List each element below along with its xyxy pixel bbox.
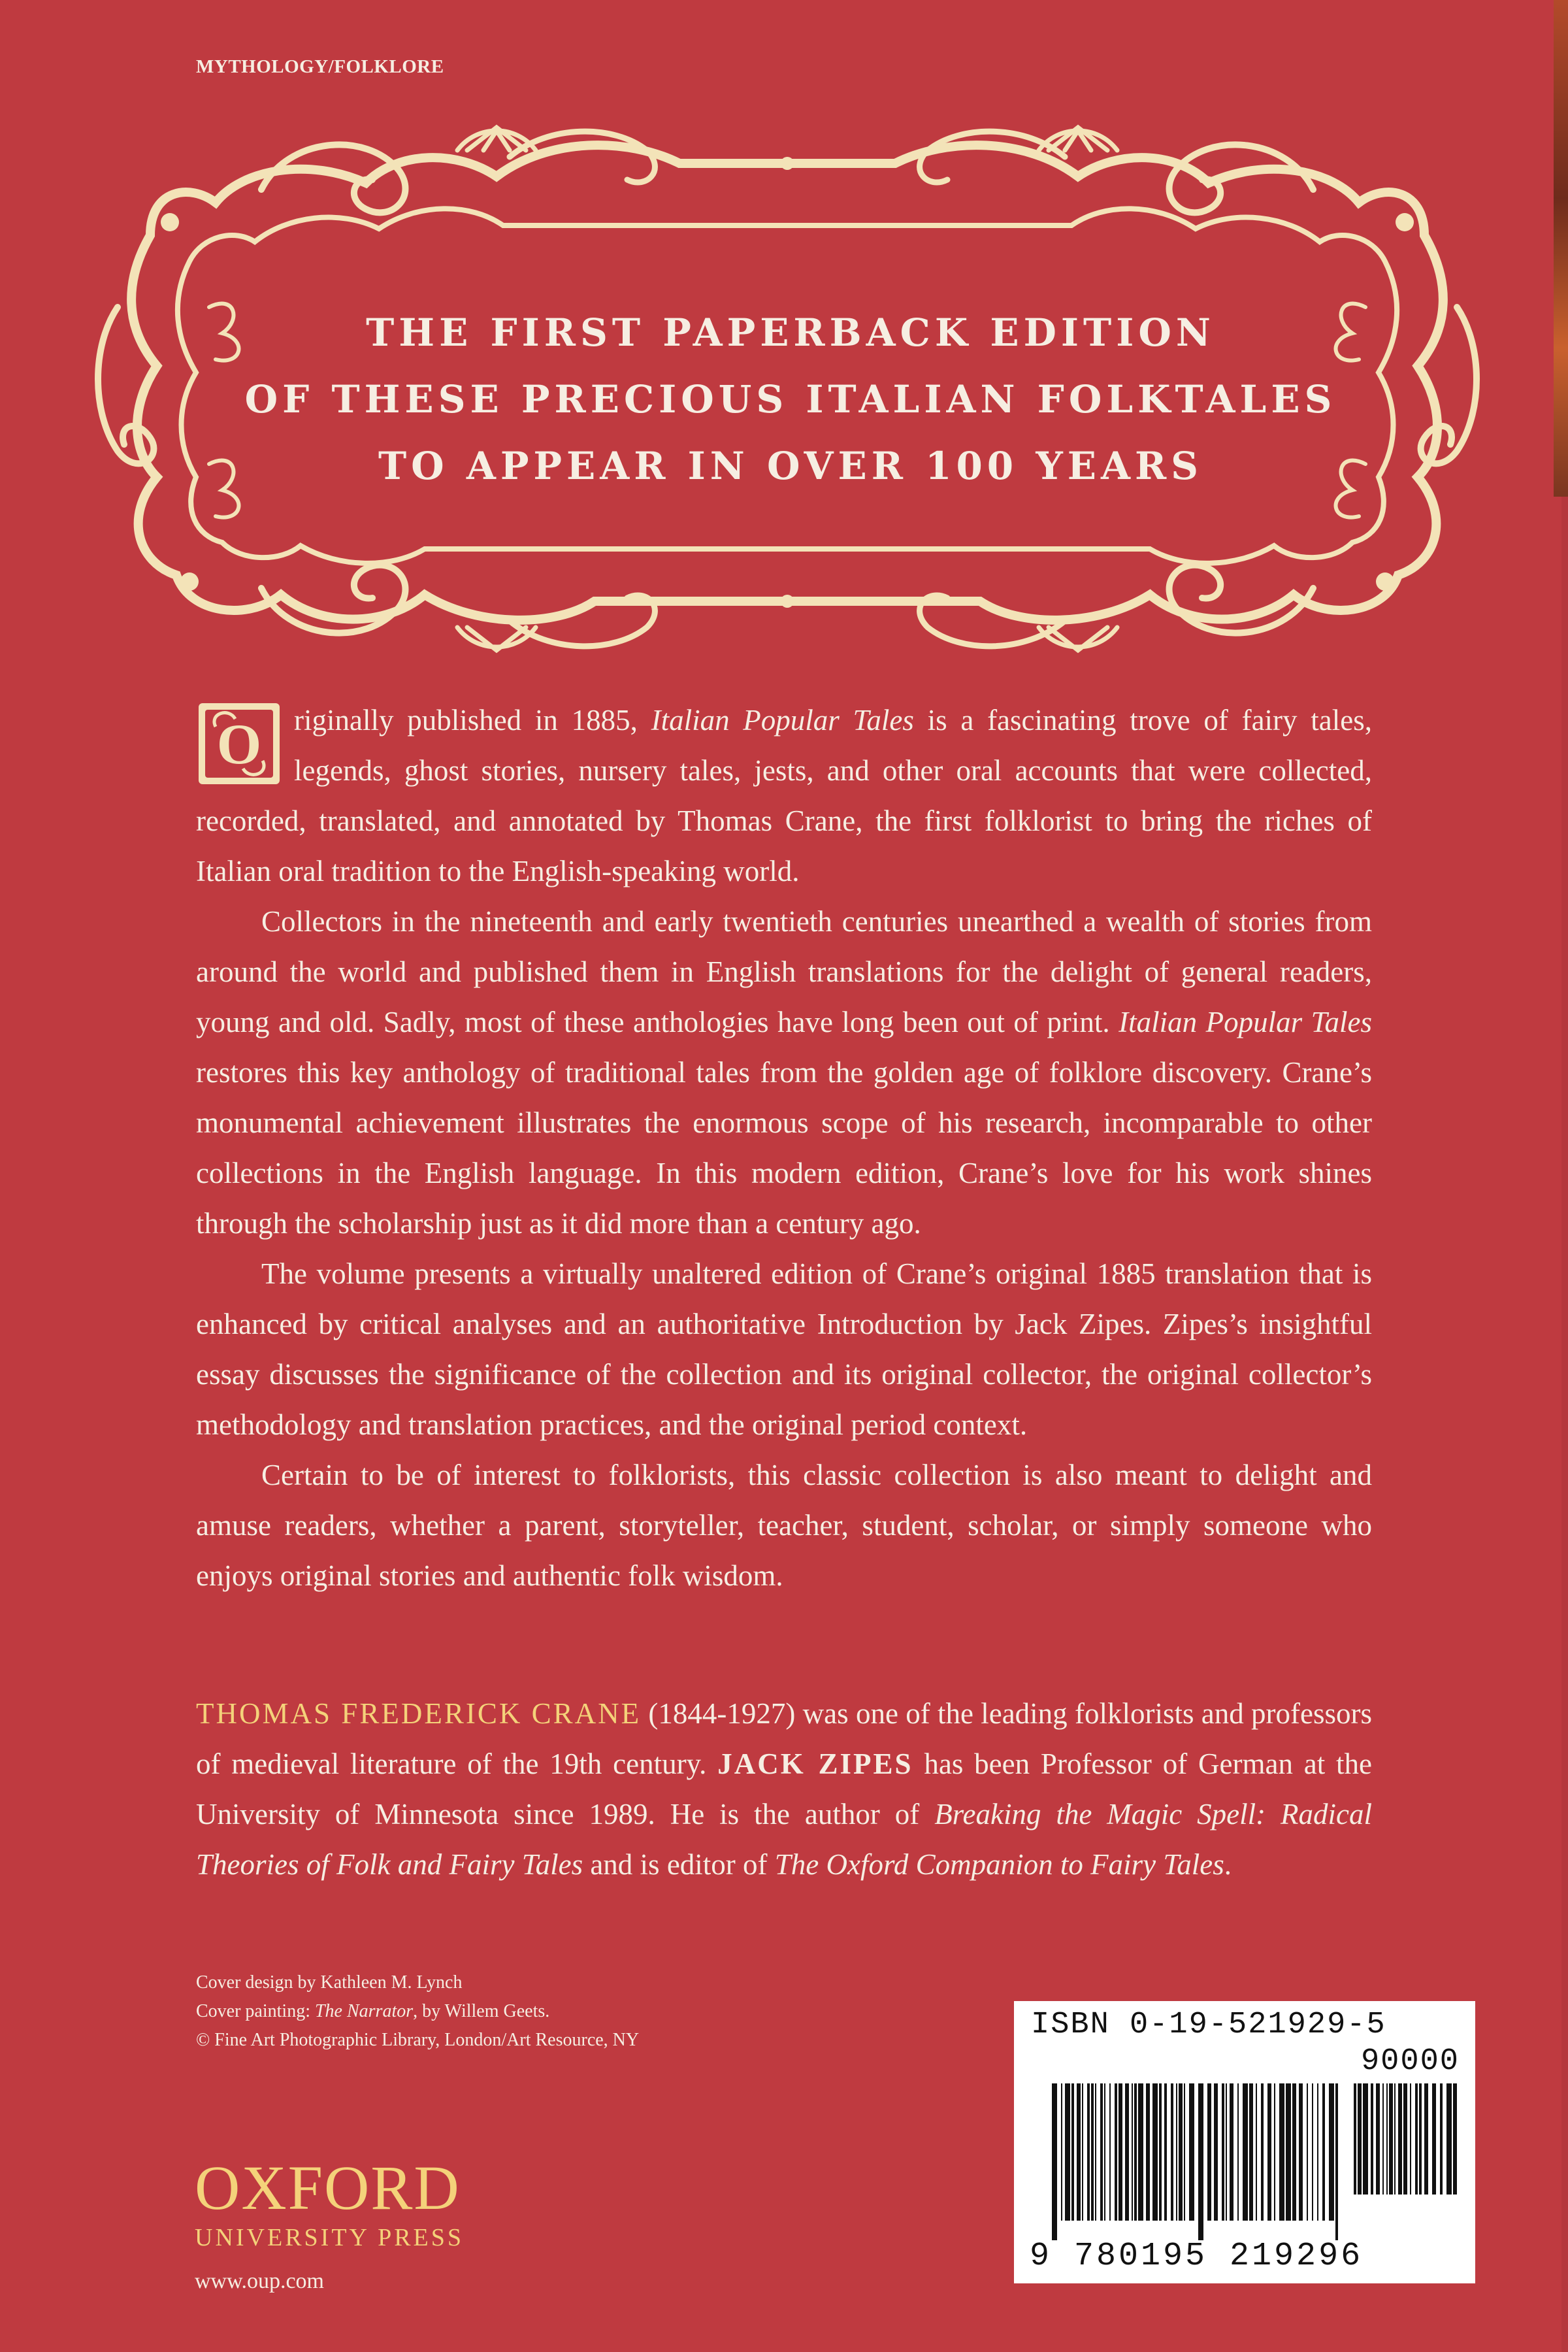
barcode-bar (1184, 2083, 1185, 2221)
barcode-bar (1376, 2083, 1380, 2195)
publisher-name: OXFORD (195, 2153, 461, 2223)
paragraph-2 (196, 897, 1372, 1249)
barcode-bar (1091, 2083, 1094, 2221)
barcode-bar (1256, 2083, 1257, 2221)
barcode-bar (1207, 2083, 1211, 2221)
dropcap (196, 701, 282, 787)
barcode-bar (1152, 2083, 1158, 2221)
barcode-bar (1119, 2083, 1122, 2221)
headline-line-2: OF THESE PRECIOUS ITALIAN FOLKTALES (244, 377, 1337, 422)
barcode-bar (1138, 2083, 1143, 2221)
bio-text-4: . (1224, 1848, 1232, 1881)
isbn-number: ISBN 0-19-521929-5 (1031, 2008, 1386, 2042)
cover-design-credit: Cover design by Kathleen M. Lynch (196, 1972, 463, 1993)
headline (222, 299, 1359, 499)
ean-barcode-bars (1052, 2083, 1339, 2240)
ean-number: 9 780195 219296 (1030, 2238, 1364, 2275)
barcode-bar (1398, 2083, 1402, 2195)
dropcap-letter: O (216, 713, 262, 776)
barcode-bar (1261, 2083, 1264, 2221)
barcode-bar (1354, 2083, 1356, 2195)
painting-prefix: Cover painting: (196, 2001, 315, 2021)
barcode-bar (1115, 2083, 1117, 2221)
barcode-bar (1363, 2083, 1368, 2195)
barcode-bar (1335, 2083, 1338, 2240)
barcode-bar (1109, 2083, 1111, 2221)
barcode-bar (1410, 2083, 1411, 2195)
copyright-credit: © Fine Art Photographic Library, London/Art Resource, NY (196, 2030, 640, 2050)
barcode-bar (1440, 2083, 1443, 2195)
barcode-bar (1403, 2083, 1407, 2195)
barcode-bar (1104, 2083, 1105, 2221)
book-title-oxford-companion: The Oxford Companion to Fairy Tales (774, 1848, 1224, 1881)
barcode-bar (1432, 2083, 1436, 2195)
barcode-bar (1274, 2083, 1275, 2221)
barcode-bar (1317, 2083, 1318, 2221)
barcode-bar (1198, 2083, 1203, 2240)
barcode-bar (1415, 2083, 1418, 2195)
publisher-logo (195, 2153, 465, 2252)
barcode-panel (1014, 2001, 1475, 2283)
bio-text-1: (1844-1927) was one of the leading folklorists and professors of medieval literature of the 19th century. (196, 1697, 1372, 1780)
barcode-bar (1214, 2083, 1218, 2221)
barcode-bar (1307, 2083, 1308, 2221)
barcode-bar (1132, 2083, 1133, 2221)
barcode-bar (1095, 2083, 1096, 2221)
paragraph-2-text-b: restores this key anthology of traditional tales from the golden age of folklore discovery. Crane’s monumental achievement illustrates the enormous scope of his research, incomparable to other collections in the English language. In this modern edition, Crane’s love for his work shines through the scholarship just as it did more than a century ago. (196, 1056, 1372, 1240)
barcode-bar (1176, 2083, 1177, 2221)
barcode-bar (1179, 2083, 1183, 2221)
paragraph-2-text-a: Collectors in the nineteenth and early twentieth centuries unearthed a wealth of stories from around the world and published them in English translations for the delight of general readers, young and old. Sadly, most of these anthologies have long been out of print. (196, 905, 1372, 1038)
barcode-bar (1419, 2083, 1422, 2195)
book-title-breaking-the-magic-spell: Breaking the Magic Spell: Radical Theories of Folk and Fairy Tales (196, 1798, 1372, 1881)
publisher-website: www.oup.com (195, 2269, 324, 2293)
barcode-bar (1371, 2083, 1373, 2195)
painting-suffix: , by Willem Geets. (413, 2001, 550, 2021)
barcode-bar (1322, 2083, 1325, 2221)
cover-painting-credit (196, 1997, 639, 2026)
headline-line-3: TO APPEAR IN OVER 100 YEARS (378, 444, 1203, 488)
bio-text-2: has been Professor of German at the University of Minnesota since 1989. He is the author of (196, 1747, 1373, 1830)
barcode-bar (1134, 2083, 1137, 2221)
barcode-bar (1424, 2083, 1428, 2195)
barcode-bar (1082, 2083, 1083, 2221)
price-code: 90000 (1360, 2044, 1460, 2079)
barcode-bar (1279, 2083, 1284, 2221)
barcode-bar (1061, 2083, 1062, 2221)
paragraph-1 (196, 695, 1372, 897)
price-barcode-bars (1354, 2083, 1458, 2214)
barcode-bar (1222, 2083, 1224, 2221)
headline-line-1: THE FIRST PAPERBACK EDITION (366, 310, 1215, 355)
barcode-bar (1146, 2083, 1150, 2221)
author-name-crane: THOMAS FREDERICK CRANE (196, 1697, 642, 1730)
barcode-bar (1267, 2083, 1271, 2221)
book-title-italic: Italian Popular Tales (651, 704, 914, 737)
barcode-bar (1189, 2083, 1194, 2221)
barcode-bar (1100, 2083, 1103, 2221)
description (196, 695, 1372, 1601)
barcode-bar (1171, 2083, 1173, 2221)
barcode-bar (1125, 2083, 1129, 2221)
editor-name-zipes: JACK ZIPES (717, 1747, 913, 1780)
barcode-bar (1237, 2083, 1239, 2221)
barcode-bar (1389, 2083, 1393, 2195)
paragraph-4: Certain to be of interest to folklorists, this classic collection is also meant to delight and amuse readers, whether a parent, storyteller, teacher, student, scholar, or simply someone who enjoys original stories and authentic folk wisdom. (196, 1459, 1372, 1592)
dropcap-graphic (196, 701, 282, 787)
barcode-bar (1159, 2083, 1162, 2221)
barcode-bar (1052, 2083, 1057, 2240)
painting-title: The Narrator (314, 2001, 414, 2021)
publisher-press: UNIVERSITY PRESS (195, 2224, 465, 2251)
cover-credits (196, 1968, 639, 2055)
cover-edge-shadow (1561, 497, 1568, 2352)
author-bio (196, 1689, 1372, 1890)
barcode-bar (1077, 2083, 1081, 2221)
barcode-bar (1230, 2083, 1233, 2221)
barcode-bar (1243, 2083, 1248, 2221)
barcode-bar (1087, 2083, 1090, 2221)
barcode-bar (1299, 2083, 1303, 2221)
bio-text-3: and is editor of (583, 1848, 775, 1881)
barcode-bar (1386, 2083, 1388, 2195)
barcode-bar (1382, 2083, 1384, 2195)
barcode-bar (1312, 2083, 1313, 2221)
barcode-bar (1292, 2083, 1296, 2221)
barcode-bar (1071, 2083, 1074, 2221)
paragraph-3: The volume presents a virtually unaltered edition of Crane’s original 1885 translation that is enhanced by critical analyses and an authoritative Introduction by Jack Zipes. Zipes’s insightful essay discusses the significance of the collection and its original collector, the original collector’s methodology and translation practices, and the original period context. (196, 1257, 1372, 1441)
paragraph-1-text-a: riginally published in 1885, (294, 704, 651, 737)
barcode-bar (1286, 2083, 1291, 2221)
book-title-italic: Italian Popular Tales (1119, 1006, 1372, 1038)
barcode-bar (1358, 2083, 1362, 2195)
barcode-bar (1226, 2083, 1227, 2221)
barcode-bar (1249, 2083, 1253, 2221)
category-label: MYTHOLOGY/FOLKLORE (196, 56, 444, 77)
barcode-bar (1394, 2083, 1396, 2195)
cover-edge-strip (1554, 0, 1568, 497)
barcode-bar (1329, 2083, 1334, 2221)
barcode-bar (1453, 2083, 1457, 2195)
barcode-bar (1164, 2083, 1167, 2221)
paragraph-1-text-b: is a fascinating trove of fairy tales, legends, ghost stories, nursery tales, jests, and other oral accounts that were collected, recorded, translated, and annotated by Thomas Crane, the first folklorist to bring the riches of Italian oral tradition to the English-speaking world. (196, 704, 1372, 887)
barcode-bar (1446, 2083, 1452, 2195)
barcode-bar (1065, 2083, 1070, 2221)
